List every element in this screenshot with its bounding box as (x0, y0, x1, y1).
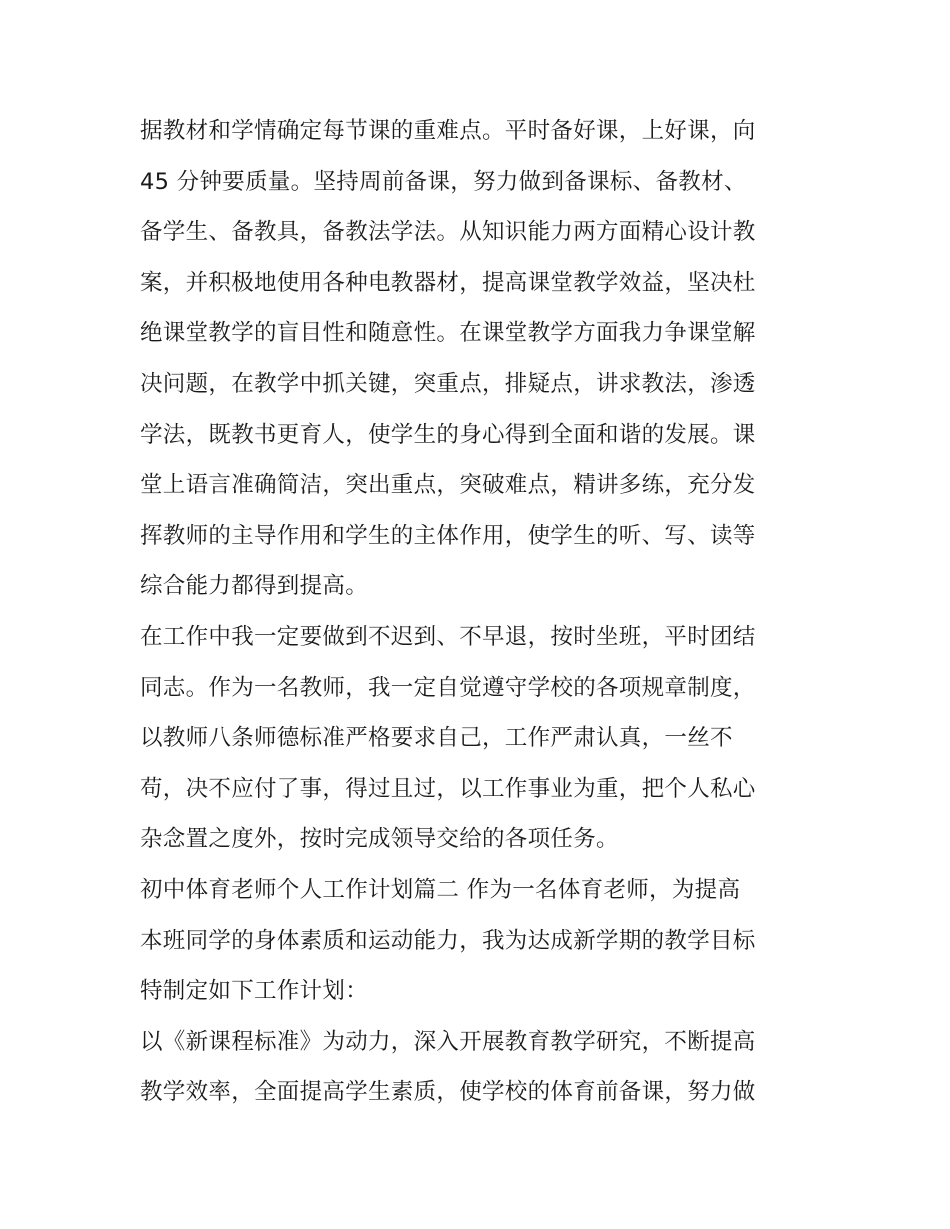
text-line: 本班同学的身体素质和运动能力，我为达成新学期的教学目标 (140, 927, 756, 954)
text-line: 杂念置之度外，按时完成领导交给的各项任务。 (140, 826, 619, 853)
text-line: 以《新课程标准》为动力，深入开展教育教学研究，不断提高 (140, 1028, 756, 1055)
text-line: 特制定如下工作计划： (140, 978, 369, 1005)
text-line: 据教材和学情确定每节课的重难点。平时备好课，上好课，向 (140, 118, 756, 144)
text-line: 挥教师的主导作用和学生的主体作用，使学生的听、写、读等 (140, 522, 756, 549)
text-line: 绝课堂教学的盲目性和随意性。在课堂教学方面我力争课堂解 (140, 320, 756, 347)
text-line: 同志。作为一名教师，我一定自觉遵守学校的各项规章制度， (140, 674, 756, 701)
text-line: 案，并积极地使用各种电教器材，提高课堂教学效益，坚决杜 (140, 269, 756, 296)
text-line: 45 分钟要质量。坚持周前备课，努力做到备课标、备教材、 (140, 168, 747, 195)
text-line: 堂上语言准确简洁，突出重点，突破难点，精讲多练，充分发 (140, 472, 756, 499)
text-line: 决问题，在教学中抓关键，突重点，排疑点，讲求教法，渗透 (140, 370, 756, 397)
text-line: 在工作中我一定要做到不迟到、不早退，按时坐班，平时团结 (140, 623, 756, 650)
text-line: 学法，既教书更育人，使学生的身心得到全面和谐的发展。课 (140, 421, 756, 448)
body-text (140, 106, 820, 1118)
text-line: 以教师八条师德标准严格要求自己，工作严肃认真，一丝不 (140, 725, 733, 752)
text-line: 教学效率，全面提高学生素质，使学校的体育前备课，努力做 (140, 1079, 756, 1106)
text-line: 综合能力都得到提高。 (140, 573, 369, 600)
text-line: 苟，决不应付了事，得过且过，以工作事业为重，把个人私心 (140, 775, 756, 802)
text-line: 初中体育老师个人工作计划篇二 作为一名体育老师，为提高 (140, 876, 741, 903)
text-line: 备学生、备教具，备教法学法。从知识能力两方面精心设计教 (140, 219, 756, 246)
